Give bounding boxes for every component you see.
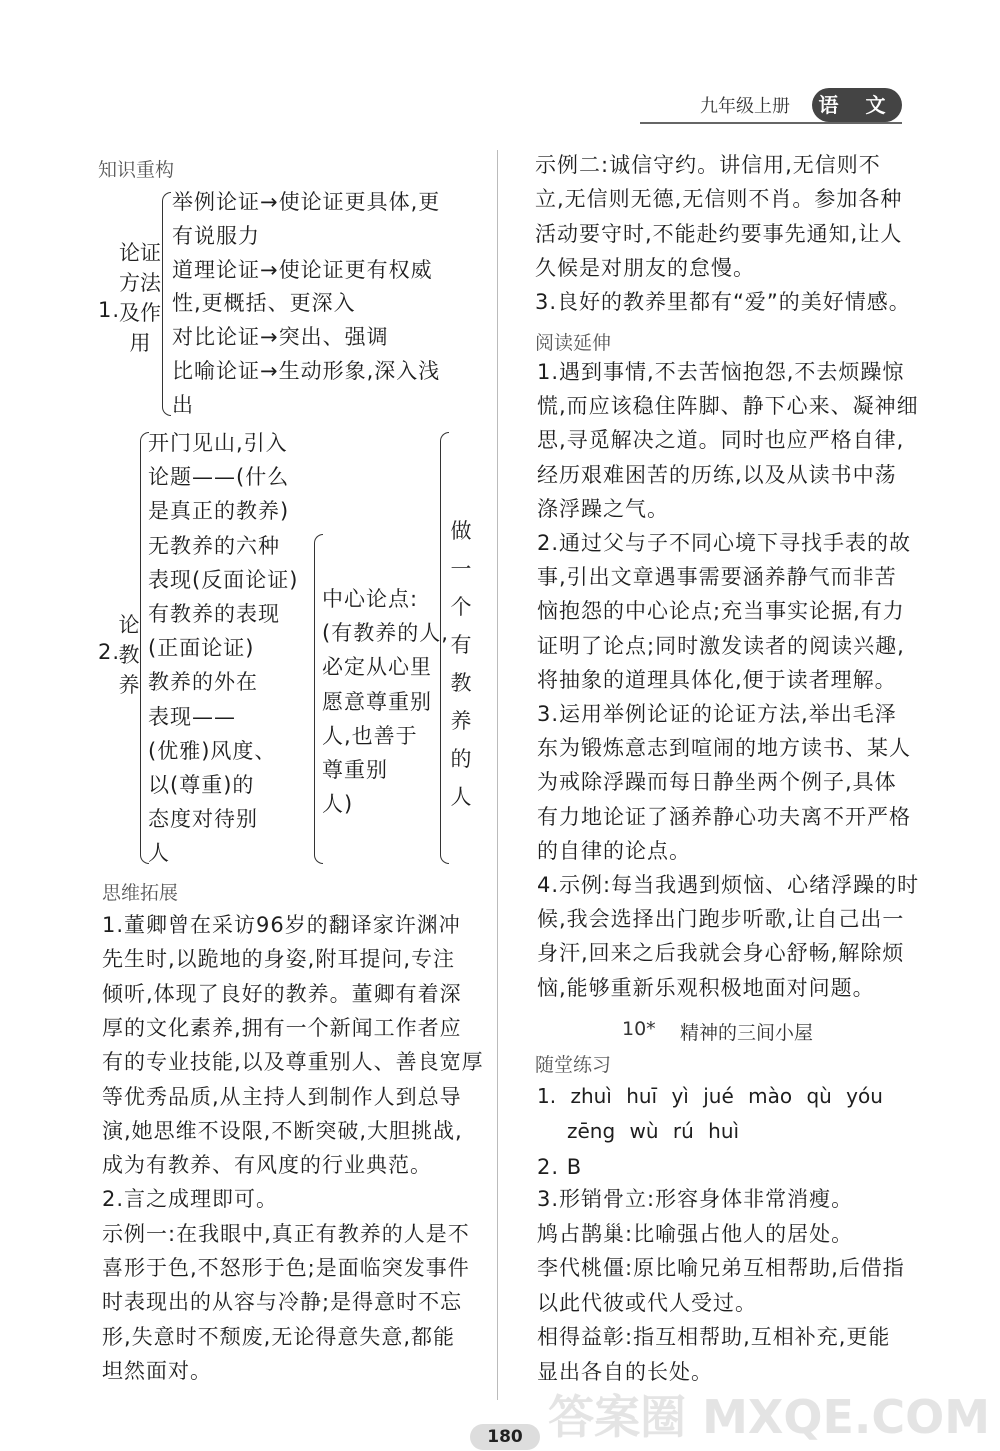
- answer-2: 2. B: [537, 1155, 583, 1179]
- section-title-practice: 随堂练习: [535, 1054, 612, 1076]
- page-number: 180: [470, 1424, 540, 1450]
- right-answer-line: 久候是对朋友的怠慢。: [535, 255, 755, 280]
- thinking-line: 示例一:在我眼中,真正有教养的人是不: [102, 1221, 470, 1246]
- right-answer-line: 3.良好的教养里都有“爱”的美好情感。: [535, 290, 911, 315]
- thinking-line: 有的专业技能,以及尊重别人、善良宽厚: [102, 1050, 484, 1075]
- thinking-line: 倾听,体现了良好的教养。董卿有着深: [102, 981, 462, 1006]
- section-title-knowledge: 知识重构: [98, 159, 175, 181]
- q2-col1-line: (正面论证): [148, 636, 255, 661]
- grade-label: 九年级上册: [700, 96, 790, 117]
- idiom-line: 鸠占鹊巢:比喻强占他人的居处。: [537, 1221, 854, 1246]
- thinking-line: 坦然面对。: [102, 1358, 212, 1383]
- reading-line: 2.通过父与子不同心境下寻找手表的故: [537, 531, 912, 555]
- thinking-line: 喜形于色,不怒形于色;是面临突发事件: [102, 1256, 470, 1280]
- watermark: 答案圈 MXQE.COM: [548, 1390, 990, 1444]
- column-divider: [497, 150, 498, 1400]
- pinyin-line-2: zēng wù rú huì: [567, 1119, 740, 1143]
- q2-col1-line: 有教养的表现: [148, 602, 280, 626]
- q2-col1-line: 人: [148, 841, 170, 866]
- q1-item-line: 比喻论证→生动形象,深入浅: [172, 359, 441, 383]
- lesson-number: 10*: [622, 1018, 656, 1040]
- idiom-line: 以此代彼或代人受过。: [537, 1290, 757, 1315]
- reading-line: 思,寻觅解决之道。同时也应严格自律,: [537, 428, 905, 453]
- section-title-reading: 阅读延伸: [535, 332, 612, 354]
- q2-col1-line: 教养的外在: [148, 670, 258, 695]
- thinking-line: 1.董卿曾在采访96岁的翻译家许渊冲: [102, 913, 461, 937]
- q1-item-line: 出: [172, 392, 194, 417]
- q2-col1-line: 开门见山,引入: [148, 431, 288, 455]
- reading-line: 候,我会选择出门跑步听歌,让自己出一: [537, 907, 905, 932]
- q1-item-line: 性,更概括、更深入: [172, 291, 356, 316]
- q2-col1-line: 表现(反面论证): [148, 567, 299, 592]
- reading-line: 为戒除浮躁而每日静坐两个例子,具体: [537, 770, 897, 795]
- thinking-line: 时表现出的从容与冷静;是得意时不忘: [102, 1290, 463, 1315]
- right-answer-line: 立,无信则无德,无信则不肖。参加各种: [535, 187, 903, 212]
- reading-line: 1.遇到事情,不去苦恼抱怨,不去烦躁惊: [537, 360, 905, 384]
- idiom-line: 3.形销骨立:形容身体非常消瘦。: [537, 1187, 854, 1211]
- q2-col1-line: 表现——: [148, 704, 236, 729]
- q2-col2-line: 必定从心里: [322, 655, 432, 680]
- thinking-line: 等优秀品质,从主持人到制作人到总导: [102, 1084, 462, 1109]
- q2-col2-line: 尊重别: [322, 758, 388, 782]
- thinking-line: 2.言之成理即可。: [102, 1187, 279, 1212]
- q2-col2-line: (有教养的人,: [322, 621, 449, 646]
- reading-line: 身汗,回来之后我就会身心舒畅,解除烦: [537, 941, 905, 966]
- lesson-title: 精神的三间小屋: [680, 1022, 814, 1044]
- reading-line: 涤浮躁之气。: [537, 496, 669, 521]
- q2-number: 2.: [98, 640, 121, 664]
- q1-item-line: 有说服力: [172, 223, 260, 248]
- q1-item-line: 道理论证→使论证更有权威: [172, 257, 433, 282]
- subject-badge: 语 文: [812, 88, 902, 122]
- section-title-thinking: 思维拓展: [102, 882, 179, 904]
- reading-line: 恼,能够重新乐观积极地面对问题。: [537, 975, 875, 1000]
- reading-line: 东为锻炼意志到喧闹的地方读书、某人: [537, 736, 911, 761]
- q2-col1-line: (优雅)风度、: [148, 738, 277, 763]
- reading-line: 事,引出文章遇事需要涵养静气而非苦: [537, 565, 897, 590]
- right-answer-line: 示例二:诚信守约。讲信用,无信则不: [535, 153, 881, 177]
- idiom-line: 李代桃僵:原比喻兄弟互相帮助,后借指: [537, 1256, 905, 1280]
- q2-topic: 论教养: [118, 613, 140, 697]
- q1-brace: [162, 192, 171, 416]
- pinyin-line-1: 1. zhuì huī yì jué mào qù yóu: [537, 1084, 883, 1108]
- thinking-line: 先生时,以跪地的身姿,附耳提问,专注: [102, 947, 456, 972]
- reading-line: 3.运用举例论证的论证方法,举出毛泽: [537, 702, 897, 726]
- thinking-line: 厚的文化素养,拥有一个新闻工作者应: [102, 1015, 462, 1040]
- q2-col2-line: 人,也善于: [322, 723, 418, 748]
- q2-theme: 做一个有教养的人: [450, 519, 472, 809]
- q2-col1-line: 论题——(什么: [148, 465, 290, 490]
- right-answer-line: 活动要守时,不能赴约要事先通知,让人: [535, 221, 903, 246]
- q1-number: 1.: [98, 298, 121, 322]
- thinking-line: 成为有教养、有风度的行业典范。: [102, 1153, 432, 1178]
- reading-line: 证明了论点;同时激发读者的阅读兴趣,: [537, 633, 905, 658]
- thinking-line: 形,失意时不颓废,无论得意失意,都能: [102, 1324, 456, 1349]
- q2-col1-line: 以(尊重)的: [148, 773, 255, 797]
- reading-line: 的自律的论点。: [537, 838, 691, 863]
- idiom-line: 相得益彰:指互相帮助,互相补充,更能: [537, 1325, 891, 1349]
- reading-line: 4.示例:每当我遇到烦恼、心绪浮躁的时: [537, 873, 920, 897]
- reading-line: 将抽象的道理具体化,便于读者理解。: [537, 667, 897, 692]
- q1-topic: 论证方法及作用: [119, 241, 161, 355]
- q1-item-line: 举例论证→使论证更具体,更: [172, 190, 441, 214]
- header-rule: [640, 122, 902, 124]
- q2-col2-line: 愿意尊重别: [322, 689, 432, 714]
- thinking-line: 演,她思维不设限,不断突破,大胆挑战,: [102, 1118, 463, 1143]
- q2-col1-line: 态度对待别: [148, 807, 258, 832]
- q2-col2-line: 中心论点:: [322, 587, 419, 611]
- reading-line: 恼抱怨的中心论点;充当事实论据,有力: [537, 599, 905, 624]
- q2-col1-line: 是真正的教养): [148, 499, 290, 524]
- reading-line: 有力地论证了涵养静心功夫离不开严格: [537, 804, 911, 829]
- q1-item-line: 对比论证→突出、强调: [172, 325, 389, 350]
- reading-line: 慌,而应该稳住阵脚、静下心来、凝神细: [537, 394, 919, 419]
- reading-line: 经历艰难困苦的历练,以及从读书中荡: [537, 462, 897, 487]
- q2-col1-line: 无教养的六种: [148, 533, 280, 558]
- idiom-line: 显出各自的长处。: [537, 1359, 713, 1384]
- q2-col2-line: 人): [322, 792, 354, 817]
